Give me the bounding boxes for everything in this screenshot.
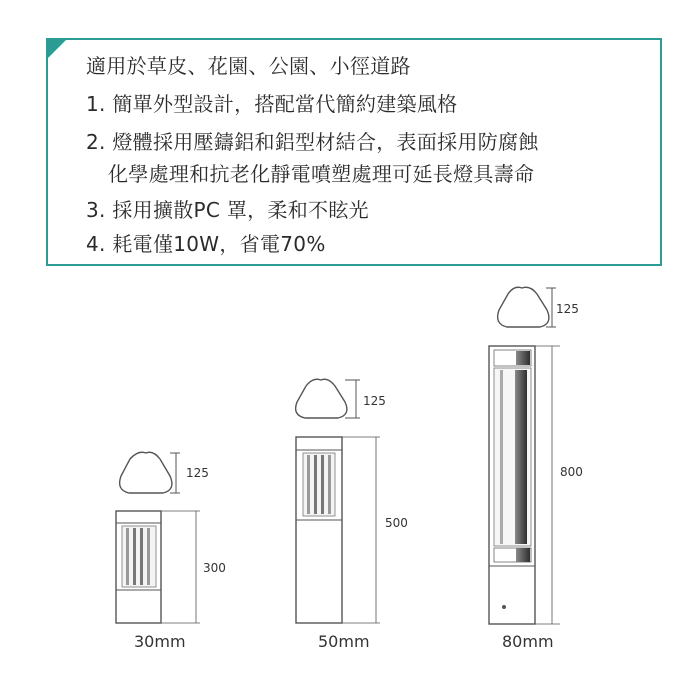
screw-icon <box>502 605 506 609</box>
diffuser-window <box>303 453 335 516</box>
height-label: 300 <box>203 561 226 575</box>
feature-item-4: 4. 耗電僅10W，省電70% <box>86 232 326 256</box>
top-view-triangle-icon <box>498 287 549 327</box>
lamp-model-500 <box>296 379 408 623</box>
top-width-label: 125 <box>556 302 579 316</box>
model-size-label-50: 50mm <box>318 632 370 651</box>
diffuser-window <box>494 368 531 546</box>
top-width-label: 125 <box>363 394 386 408</box>
lamp-model-300 <box>116 452 226 623</box>
top-view-triangle-icon <box>120 452 172 493</box>
top-width-label: 125 <box>186 466 209 480</box>
feature-item-1: 1. 簡單外型設計，搭配當代簡約建築風格 <box>86 92 458 116</box>
feature-intro: 適用於草皮、花園、公園、小徑道路 <box>86 54 411 78</box>
model-size-label-80: 80mm <box>502 632 554 651</box>
top-view-triangle-icon <box>296 379 347 418</box>
feature-item-2-cont: 化學處理和抗老化靜電噴塑處理可延長燈具壽命 <box>108 162 535 186</box>
feature-item-3: 3. 採用擴散PC 罩，柔和不眩光 <box>86 198 369 222</box>
feature-item-2: 2. 燈體採用壓鑄鋁和鋁型材結合，表面採用防腐蝕 <box>86 130 539 154</box>
diffuser-window <box>122 526 156 587</box>
height-label: 800 <box>560 465 583 479</box>
model-size-label-30: 30mm <box>134 632 186 651</box>
height-label: 500 <box>385 516 408 530</box>
lamp-model-800 <box>489 287 583 624</box>
